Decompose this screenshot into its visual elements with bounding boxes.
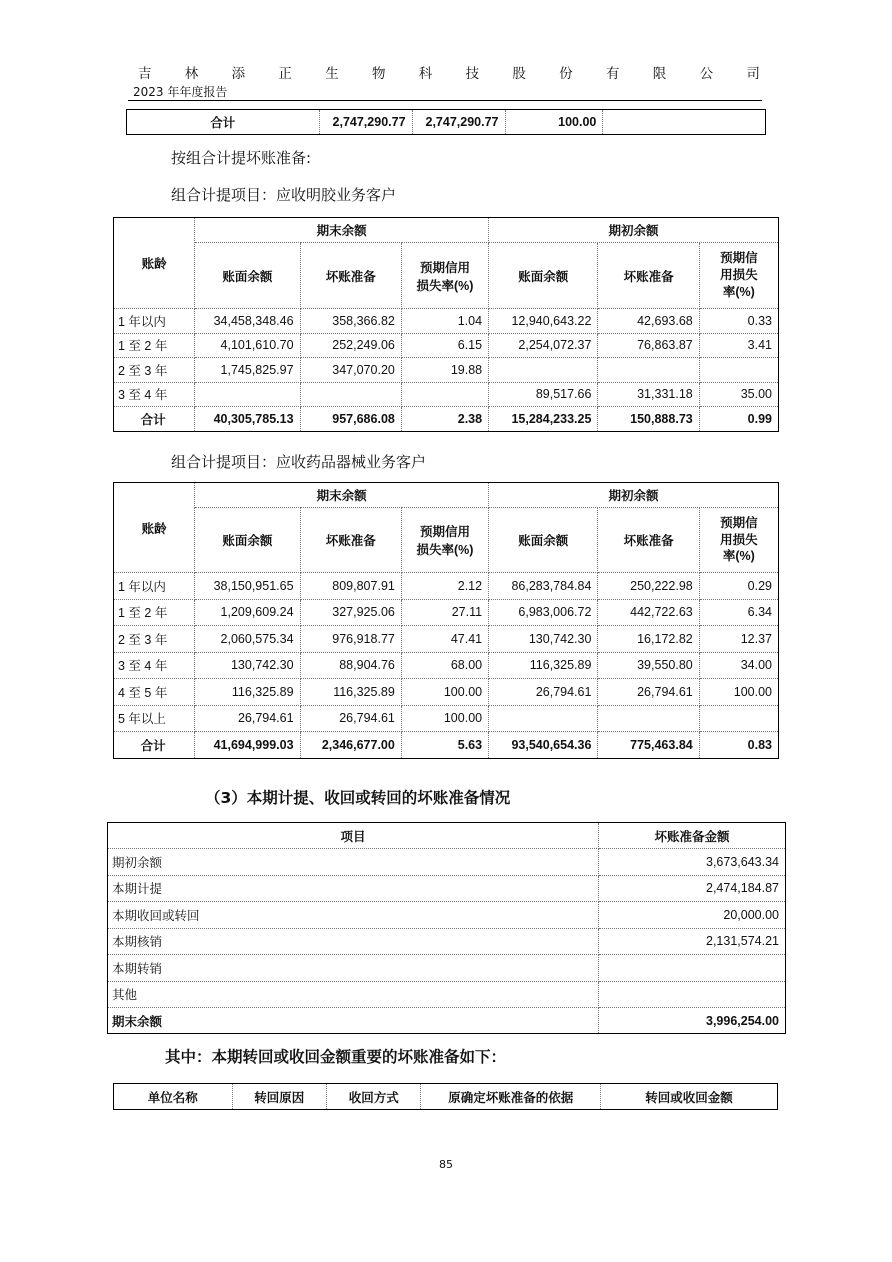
value-cell: 12,940,643.22 xyxy=(489,309,598,334)
table-row xyxy=(108,981,786,1008)
header-rule xyxy=(128,100,762,101)
value-cell: 26,794.61 xyxy=(195,705,300,732)
value-cell: 26,794.61 xyxy=(598,679,699,706)
col-book-balance: 账面余额 xyxy=(489,508,598,573)
value-cell: 116,325.89 xyxy=(300,679,401,706)
total-cell: 2,346,677.00 xyxy=(300,732,401,759)
table-header-row xyxy=(108,823,786,849)
company-name-char: 吉 xyxy=(138,66,152,82)
amount-cell: 2,474,184.87 xyxy=(599,875,786,902)
amount-cell: 2,131,574.21 xyxy=(599,928,786,955)
table-row xyxy=(108,955,786,982)
value-cell: 89,517.66 xyxy=(489,382,598,407)
page-number: 85 xyxy=(439,1158,453,1171)
amount-cell: 3,673,643.34 xyxy=(599,849,786,876)
age-cell: 1 至 2 年 xyxy=(114,333,195,358)
total-cell xyxy=(603,110,766,135)
value-cell: 27.11 xyxy=(401,599,488,626)
provision-movement-table xyxy=(107,822,786,1034)
value-cell xyxy=(489,358,598,383)
col-loss-rate: 预期信 用损失 率(%) xyxy=(699,243,778,309)
company-name-char: 技 xyxy=(465,66,480,82)
value-cell: 2.12 xyxy=(401,573,488,600)
total-label: 期末余额 xyxy=(108,1008,599,1034)
col-begin-balance: 期初余额 xyxy=(489,483,779,508)
value-cell: 347,070.20 xyxy=(300,358,401,383)
item-cell: 本期转销 xyxy=(108,955,599,982)
col-bad-debt: 坏账准备 xyxy=(598,508,699,573)
value-cell: 38,150,951.65 xyxy=(195,573,300,600)
value-cell: 42,693.68 xyxy=(598,309,699,334)
gelatin-aging-table xyxy=(113,217,779,432)
col-begin-balance: 期初余额 xyxy=(489,218,779,243)
total-label: 合计 xyxy=(127,110,320,135)
value-cell: 34,458,348.46 xyxy=(195,309,300,334)
table-row xyxy=(114,679,779,706)
value-cell xyxy=(699,358,778,383)
value-cell: 31,331.18 xyxy=(598,382,699,407)
col-loss-rate: 预期信 用损失 率(%) xyxy=(699,508,778,573)
value-cell: 26,794.61 xyxy=(300,705,401,732)
value-cell: 252,249.06 xyxy=(300,333,401,358)
table-row xyxy=(108,928,786,955)
value-cell xyxy=(489,705,598,732)
total-cell: 0.99 xyxy=(699,407,778,432)
item-cell: 期初余额 xyxy=(108,849,599,876)
value-cell: 0.33 xyxy=(699,309,778,334)
total-cell: 2,747,290.77 xyxy=(319,110,412,135)
value-cell: 130,742.30 xyxy=(195,652,300,679)
total-cell: 2.38 xyxy=(401,407,488,432)
total-cell: 100.00 xyxy=(505,110,603,135)
age-cell: 3 至 4 年 xyxy=(114,652,195,679)
age-cell: 2 至 3 年 xyxy=(114,358,195,383)
value-cell: 88,904.76 xyxy=(300,652,401,679)
age-cell: 5 年以上 xyxy=(114,705,195,732)
age-cell: 2 至 3 年 xyxy=(114,626,195,653)
total-cell: 40,305,785.13 xyxy=(195,407,300,432)
age-cell: 4 至 5 年 xyxy=(114,679,195,706)
total-cell: 957,686.08 xyxy=(300,407,401,432)
report-year: 2023 年年度报告 xyxy=(133,85,228,99)
company-name-char: 添 xyxy=(231,66,246,82)
drug-device-aging-table xyxy=(113,482,779,759)
value-cell: 12.37 xyxy=(699,626,778,653)
important-reversal-heading: 其中：本期转回或收回金额重要的坏账准备如下： xyxy=(165,1048,507,1066)
amount-cell xyxy=(599,981,786,1008)
value-cell: 47.41 xyxy=(401,626,488,653)
table-header-row xyxy=(114,483,779,508)
total-cell: 2,747,290.77 xyxy=(412,110,505,135)
amount-cell: 20,000.00 xyxy=(599,902,786,929)
company-name-char: 股 xyxy=(512,66,526,82)
table-row xyxy=(114,652,779,679)
value-cell xyxy=(300,382,401,407)
value-cell: 19.88 xyxy=(401,358,488,383)
value-cell: 76,863.87 xyxy=(598,333,699,358)
company-name-char: 科 xyxy=(418,66,433,82)
value-cell: 35.00 xyxy=(699,382,778,407)
table-row xyxy=(127,110,766,135)
table-row xyxy=(108,902,786,929)
table-row xyxy=(114,626,779,653)
table-header-row xyxy=(114,1084,778,1110)
top-total-table xyxy=(126,109,766,135)
table-header-row xyxy=(114,508,779,573)
total-row xyxy=(114,732,779,759)
important-reversal-table xyxy=(113,1083,778,1110)
age-cell: 1 年以内 xyxy=(114,309,195,334)
total-cell: 775,463.84 xyxy=(598,732,699,759)
table-row xyxy=(114,705,779,732)
col-header: 单位名称 xyxy=(114,1084,233,1110)
col-end-balance: 期末余额 xyxy=(195,218,489,243)
item-cell: 本期收回或转回 xyxy=(108,902,599,929)
col-book-balance: 账面余额 xyxy=(195,243,300,309)
total-cell: 150,888.73 xyxy=(598,407,699,432)
col-age: 账龄 xyxy=(114,218,195,309)
value-cell: 130,742.30 xyxy=(489,626,598,653)
col-end-balance: 期末余额 xyxy=(195,483,489,508)
item-cell: 其他 xyxy=(108,981,599,1008)
col-age: 账龄 xyxy=(114,483,195,573)
table-row xyxy=(114,382,779,407)
value-cell: 68.00 xyxy=(401,652,488,679)
company-name-char: 有 xyxy=(605,66,620,82)
value-cell: 6.34 xyxy=(699,599,778,626)
value-cell: 442,722.63 xyxy=(598,599,699,626)
value-cell xyxy=(598,705,699,732)
total-cell: 0.83 xyxy=(699,732,778,759)
value-cell: 2,254,072.37 xyxy=(489,333,598,358)
value-cell: 100.00 xyxy=(401,705,488,732)
item-cell: 本期核销 xyxy=(108,928,599,955)
item2-title: 组合计提项目：应收药品器械业务客户 xyxy=(171,453,427,471)
age-cell: 3 至 4 年 xyxy=(114,382,195,407)
col-amount: 坏账准备金额 xyxy=(599,823,786,849)
total-cell: 93,540,654.36 xyxy=(489,732,598,759)
col-bad-debt: 坏账准备 xyxy=(598,243,699,309)
col-header: 收回方式 xyxy=(327,1084,421,1110)
amount-cell xyxy=(599,955,786,982)
table-row xyxy=(114,358,779,383)
company-name-char: 公 xyxy=(699,66,714,82)
col-item: 项目 xyxy=(108,823,599,849)
col-bad-debt: 坏账准备 xyxy=(300,508,401,573)
value-cell: 327,925.06 xyxy=(300,599,401,626)
total-cell: 5.63 xyxy=(401,732,488,759)
value-cell: 4,101,610.70 xyxy=(195,333,300,358)
value-cell xyxy=(401,382,488,407)
item-cell: 本期计提 xyxy=(108,875,599,902)
value-cell: 100.00 xyxy=(401,679,488,706)
total-row xyxy=(108,1008,786,1034)
value-cell: 976,918.77 xyxy=(300,626,401,653)
value-cell xyxy=(598,358,699,383)
value-cell: 34.00 xyxy=(699,652,778,679)
company-name-char: 司 xyxy=(746,66,760,82)
value-cell: 1,209,609.24 xyxy=(195,599,300,626)
company-name-char: 物 xyxy=(371,66,386,82)
table-row xyxy=(114,333,779,358)
total-row xyxy=(114,407,779,432)
value-cell: 116,325.89 xyxy=(489,652,598,679)
company-name-char: 生 xyxy=(325,66,339,82)
company-name xyxy=(138,62,760,82)
value-cell: 0.29 xyxy=(699,573,778,600)
value-cell: 16,172.82 xyxy=(598,626,699,653)
col-loss-rate: 预期信用 损失率(%) xyxy=(401,508,488,573)
company-name-char: 限 xyxy=(652,66,667,82)
total-cell: 3,996,254.00 xyxy=(599,1008,786,1034)
table-header-row xyxy=(114,218,779,243)
value-cell: 1,745,825.97 xyxy=(195,358,300,383)
col-bad-debt: 坏账准备 xyxy=(300,243,401,309)
col-header: 转回原因 xyxy=(232,1084,326,1110)
table-row xyxy=(114,573,779,600)
total-cell: 41,694,999.03 xyxy=(195,732,300,759)
value-cell xyxy=(699,705,778,732)
value-cell xyxy=(195,382,300,407)
group-heading: 按组合计提坏账准备: xyxy=(171,149,312,167)
company-name-char: 份 xyxy=(559,66,573,82)
section3-title: （3）本期计提、收回或转回的坏账准备情况 xyxy=(205,789,511,807)
table-row xyxy=(114,599,779,626)
age-cell: 1 至 2 年 xyxy=(114,599,195,626)
table-row xyxy=(114,309,779,334)
col-book-balance: 账面余额 xyxy=(195,508,300,573)
age-cell: 1 年以内 xyxy=(114,573,195,600)
value-cell: 6.15 xyxy=(401,333,488,358)
value-cell: 39,550.80 xyxy=(598,652,699,679)
total-label: 合计 xyxy=(114,407,195,432)
value-cell: 116,325.89 xyxy=(195,679,300,706)
value-cell: 2,060,575.34 xyxy=(195,626,300,653)
value-cell: 1.04 xyxy=(401,309,488,334)
col-book-balance: 账面余额 xyxy=(489,243,598,309)
company-name-char: 正 xyxy=(278,66,292,82)
value-cell: 100.00 xyxy=(699,679,778,706)
company-name-char: 林 xyxy=(184,66,199,82)
item1-title: 组合计提项目：应收明胶业务客户 xyxy=(171,186,397,204)
col-loss-rate: 预期信用 损失率(%) xyxy=(401,243,488,309)
total-cell: 15,284,233.25 xyxy=(489,407,598,432)
col-header: 原确定坏账准备的依据 xyxy=(421,1084,601,1110)
value-cell: 3.41 xyxy=(699,333,778,358)
col-header: 转回或收回金额 xyxy=(601,1084,778,1110)
table-row xyxy=(108,875,786,902)
value-cell: 86,283,784.84 xyxy=(489,573,598,600)
total-label: 合计 xyxy=(114,732,195,759)
table-row xyxy=(108,849,786,876)
value-cell: 809,807.91 xyxy=(300,573,401,600)
value-cell: 26,794.61 xyxy=(489,679,598,706)
table-header-row xyxy=(114,243,779,309)
value-cell: 358,366.82 xyxy=(300,309,401,334)
value-cell: 6,983,006.72 xyxy=(489,599,598,626)
value-cell: 250,222.98 xyxy=(598,573,699,600)
